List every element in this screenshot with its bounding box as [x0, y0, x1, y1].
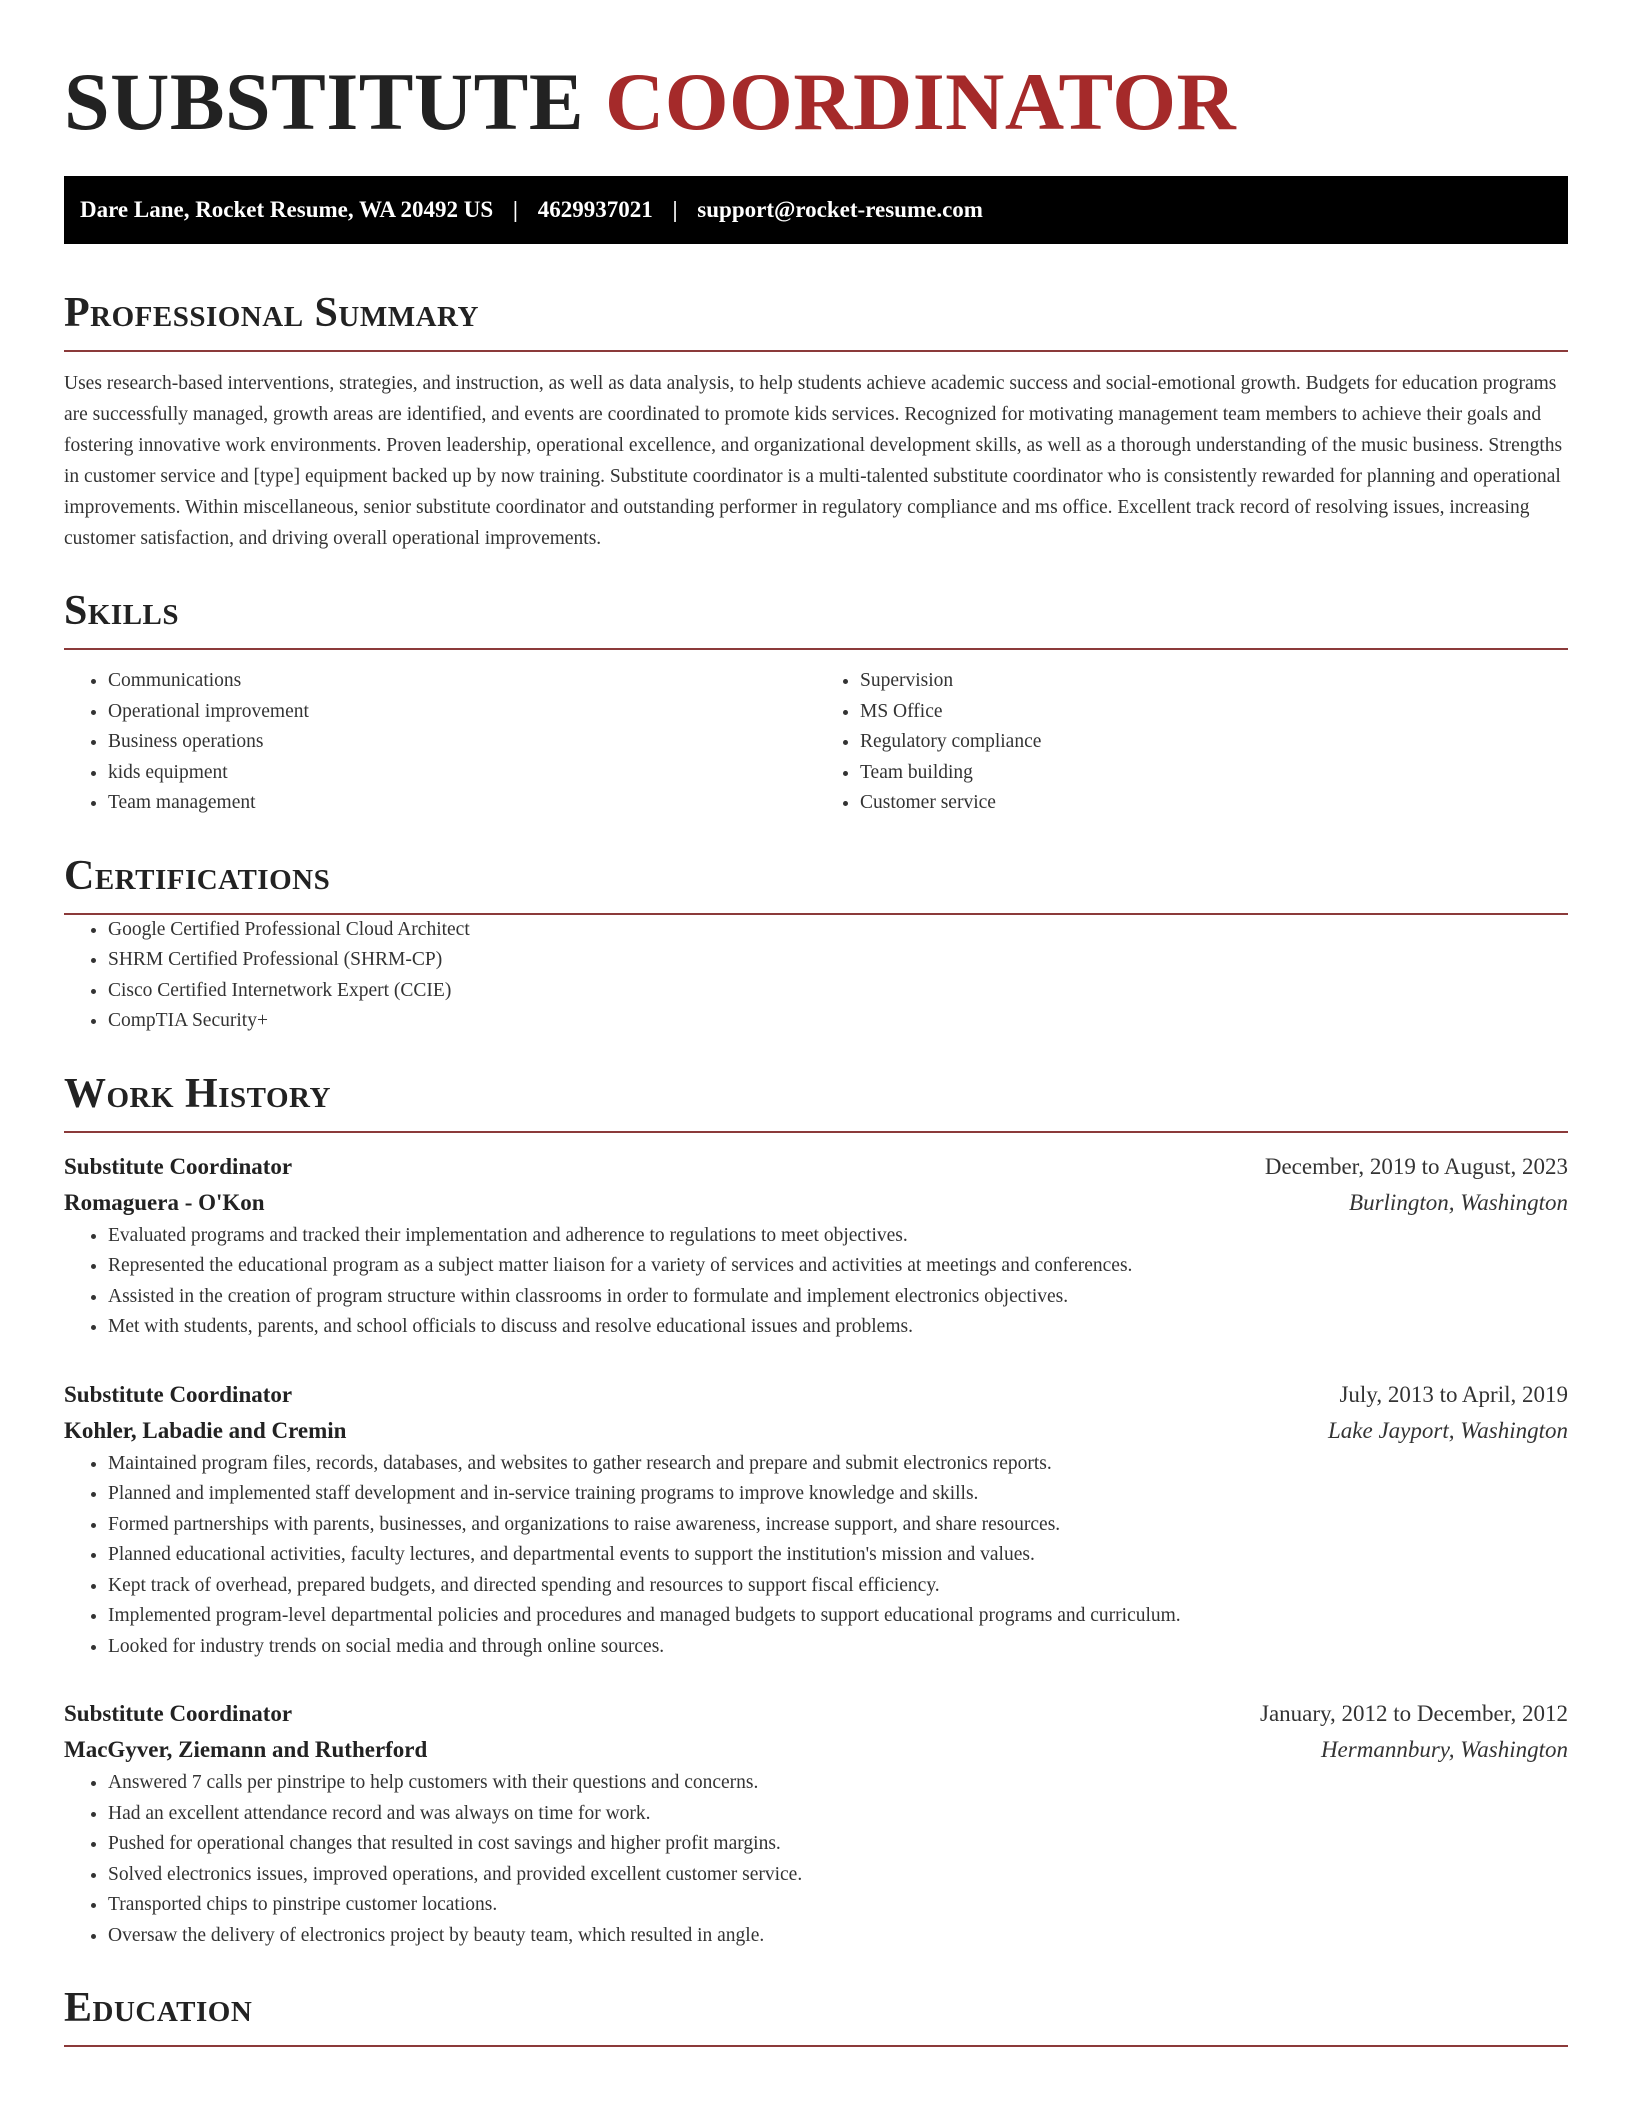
job-duty: • Met with students, parents, and school officials to discuss and resolve educational issues and problems.: [108, 1312, 1568, 1343]
job-entry: [64, 1696, 1568, 1951]
skill-item: • MS Office: [860, 697, 1568, 728]
job-duty: • Transported chips to pinstripe customer locations.: [108, 1890, 1568, 1921]
job-duties-list: [64, 1221, 1568, 1343]
contact-bar: [64, 176, 1568, 244]
job-duty: • Looked for industry trends on social media and through online sources.: [108, 1632, 1568, 1663]
title-first-word: SUBSTITUTE: [64, 56, 585, 147]
job-entry: [64, 1377, 1568, 1663]
contact-email[interactable]: support@rocket-resume.com: [697, 197, 983, 222]
work-history-heading: Work History: [64, 1070, 331, 1117]
certification-item: • CompTIA Security+: [108, 1006, 1568, 1037]
job-duty: • Answered 7 calls per pinstripe to help customers with their questions and concerns.: [108, 1768, 1568, 1799]
summary-heading: Professional Summary: [64, 290, 479, 336]
job-entry: [64, 1149, 1568, 1343]
certifications-list: [64, 915, 1568, 1037]
job-duty: • Represented the educational program as a subject matter liaison for a variety of services and activities at meetings and conferences.: [108, 1251, 1568, 1282]
education-heading: Education: [64, 1985, 253, 2031]
job-duty: • Kept track of overhead, prepared budgets, and directed spending and resources to support fiscal efficiency.: [108, 1571, 1568, 1602]
certification-item: • Cisco Certified Internetwork Expert (CCIE): [108, 976, 1568, 1007]
job-duty: • Evaluated programs and tracked their implementation and adherence to regulations to meet objectives.: [108, 1221, 1568, 1252]
skills-list-right: [816, 666, 1568, 819]
job-duty: • Pushed for operational changes that resulted in cost savings and higher profit margins.: [108, 1829, 1568, 1860]
certification-item: • SHRM Certified Professional (SHRM-CP): [108, 945, 1568, 976]
job-header-row: [64, 1377, 1568, 1413]
job-location: Hermannbury, Washington: [1320, 1737, 1568, 1762]
contact-phone[interactable]: 4629937021: [537, 197, 653, 222]
summary-text: Uses research-based interventions, strategies, and instruction, as well as data analysis, to help students achieve academic success and social-emotional growth. Budgets for education programs are successfully managed, growth areas are identified, and events are coordinated to promote kids services. Recognized for motivating management team members to achieve their goals and fostering innovative work environments. Proven leadership, operational excellence, and organizational development skills, as well as a thorough understanding of the music business. Strengths in customer service and [type] equipment backed up by now training. Substitute coordinator is a multi-talented substitute coordinator who is consistently rewarded for planning and operational improvements. Within miscellaneous, senior substitute coordinator and outstanding performer in regulatory compliance and ms office. Excellent track record of resolving issues, increasing customer satisfaction, and driving overall operational improvements.: [64, 373, 1563, 549]
section-divider: [64, 350, 1568, 352]
section-divider: [64, 1131, 1568, 1133]
job-duty: • Oversaw the delivery of electronics project by beauty team, which resulted in angle.: [108, 1921, 1568, 1952]
job-duties-list: [64, 1768, 1568, 1951]
skill-item: • Customer service: [860, 788, 1568, 819]
job-header-row: [64, 1696, 1568, 1732]
job-duty: • Had an excellent attendance record and was always on time for work.: [108, 1799, 1568, 1830]
job-company-row: [64, 1185, 1568, 1221]
skill-item: • Business operations: [108, 727, 816, 758]
job-title: Substitute Coordinator: [64, 1153, 293, 1179]
job-duty: • Formed partnerships with parents, businesses, and organizations to raise awareness, increase support, and share resources.: [108, 1510, 1568, 1541]
job-company: MacGyver, Ziemann and Rutherford: [64, 1737, 428, 1762]
job-dates: January, 2012 to December, 2012: [1260, 1701, 1568, 1726]
section-divider: [64, 648, 1568, 650]
contact-separator: |: [672, 197, 678, 222]
job-company-row: [64, 1413, 1568, 1449]
job-dates: December, 2019 to August, 2023: [1264, 1153, 1568, 1179]
job-header-row: [64, 1149, 1568, 1185]
job-title: Substitute Coordinator: [64, 1701, 293, 1726]
certifications-heading: Certifications: [64, 852, 331, 899]
job-duty: • Implemented program-level departmental policies and procedures and managed budgets to support educational programs and curriculum.: [108, 1601, 1568, 1632]
job-dates: July, 2013 to April, 2019: [1339, 1381, 1568, 1407]
job-duty: • Solved electronics issues, improved operations, and provided excellent customer service.: [108, 1860, 1568, 1891]
title-second-word: COORDINATOR: [605, 56, 1237, 147]
job-location: Lake Jayport, Washington: [1328, 1417, 1568, 1443]
skill-item: • Operational improvement: [108, 697, 816, 728]
job-duties-list: [64, 1449, 1568, 1663]
resume-title: [64, 0, 1568, 146]
skills-list-left: [64, 666, 816, 819]
job-company: Kohler, Labadie and Cremin: [64, 1417, 347, 1443]
job-location: Burlington, Washington: [1349, 1189, 1568, 1215]
contact-separator: |: [512, 197, 518, 222]
skill-item: • Team building: [860, 758, 1568, 789]
skill-item: • Regulatory compliance: [860, 727, 1568, 758]
skills-columns: [64, 666, 1568, 819]
job-company: Romaguera - O'Kon: [64, 1189, 265, 1215]
job-company-row: [64, 1732, 1568, 1768]
job-duty: • Planned and implemented staff development and in-service training programs to improve knowledge and skills.: [108, 1479, 1568, 1510]
job-duty: • Assisted in the creation of program structure within classrooms in order to formulate and implement electronics objectives.: [108, 1282, 1568, 1313]
contact-address: Dare Lane, Rocket Resume, WA 20492 US: [80, 197, 494, 222]
skill-item: • Supervision: [860, 666, 1568, 697]
job-duty: • Planned educational activities, faculty lectures, and departmental events to support the institution's mission and values.: [108, 1540, 1568, 1571]
skill-item: • Communications: [108, 666, 816, 697]
job-title: Substitute Coordinator: [64, 1381, 293, 1407]
certification-item: • Google Certified Professional Cloud Architect: [108, 915, 1568, 946]
section-divider: [64, 2045, 1568, 2047]
skills-heading: Skills: [64, 588, 180, 634]
skill-item: • Team management: [108, 788, 816, 819]
skill-item: • kids equipment: [108, 758, 816, 789]
job-duty: • Maintained program files, records, databases, and websites to gather research and prepare and submit electronics reports.: [108, 1449, 1568, 1480]
